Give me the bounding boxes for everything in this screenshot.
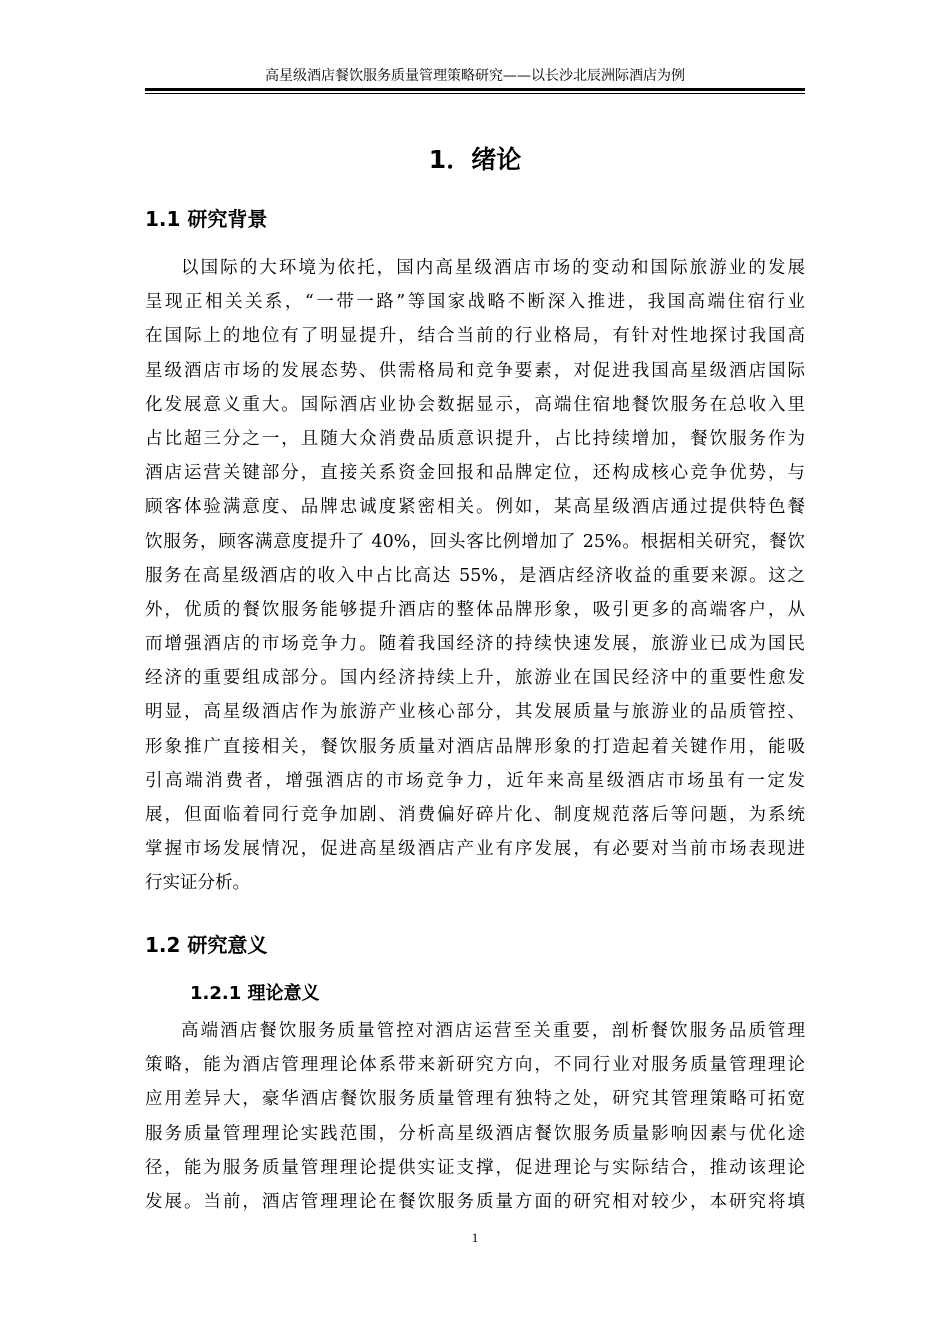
text-line: 应用差异大，豪华酒店餐饮服务质量管理有独特之处，研究其管理策略可拓宽 bbox=[145, 1089, 805, 1110]
text-line: 策略，能为酒店管理理论体系带来新研究方向，不同行业对服务质量管理理论 bbox=[145, 1055, 805, 1076]
text-line: 经济的重要组成部分。国内经济持续上升，旅游业在国民经济中的重要性愈发 bbox=[145, 668, 805, 689]
text-line: 外，优质的餐饮服务能够提升酒店的整体品牌形象，吸引更多的高端客户，从 bbox=[145, 599, 805, 620]
section-heading-background: 1.1 研究背景 bbox=[145, 207, 268, 231]
header-rule-thin bbox=[145, 93, 805, 94]
text-line: 展，但面临着同行竞争加剧、消费偏好碎片化、制度规范落后等问题，为系统 bbox=[145, 805, 805, 825]
text-line: 以国际的大环境为依托，国内高星级酒店市场的变动和国际旅游业的发展 bbox=[181, 258, 805, 278]
text-line: 引高端消费者，增强酒店的市场竞争力，近年来高星级酒店市场虽有一定发 bbox=[145, 770, 805, 791]
subsection-heading-theoretical-significance: 1.2.1 理论意义 bbox=[190, 983, 320, 1004]
text-line: 服务质量管理理论实践范围，分析高星级酒店餐饮服务质量影响因素与优化途 bbox=[145, 1123, 805, 1144]
text-line: 顾客体验满意度、品牌忠诚度紧密相关。例如，某高星级酒店通过提供特色餐 bbox=[145, 497, 805, 518]
text-line: 明显，高星级酒店作为旅游产业核心部分，其发展质量与旅游业的品质管控、 bbox=[145, 702, 805, 723]
text-line: 高端酒店餐饮服务质量管控对酒店运营至关重要，剖析餐饮服务品质管理 bbox=[181, 1021, 805, 1041]
text-line: 径，能为服务质量管理理论提供实证支撑，促进理论与实际结合，推动该理论 bbox=[145, 1157, 805, 1178]
text-line: 形象推广直接相关，餐饮服务质量对酒店品牌形象的打造起着关键作用，能吸 bbox=[145, 736, 805, 757]
header-rule-thick bbox=[145, 88, 805, 91]
text-line: 占比超三分之一，且随大众消费品质意识提升，占比持续增加，餐饮服务作为 bbox=[145, 428, 805, 449]
paragraph-theoretical-significance bbox=[145, 1014, 805, 1219]
text-line: 呈现正相关关系，“一带一路”等国家战略不断深入推进，我国高端住宿行业 bbox=[145, 292, 805, 313]
text-line: 掌握市场发展情况，促进高星级酒店产业有序发展，有必要对当前市场表现进 bbox=[145, 839, 805, 860]
page-number: 1 bbox=[471, 1230, 479, 1245]
text-line: 饮服务，顾客满意度提升了 40%，回头客比例增加了 25%。根据相关研究，餐饮 bbox=[145, 531, 805, 552]
text-line: 在国际上的地位有了明显提升，结合当前的行业格局，有针对性地探讨我国高 bbox=[145, 326, 805, 347]
section-heading-significance: 1.2 研究意义 bbox=[145, 933, 268, 957]
text-line: 发展。当前，酒店管理理论在餐饮服务质量方面的研究相对较少，本研究将填 bbox=[145, 1191, 805, 1212]
chapter-title: 1．绪论 bbox=[428, 145, 522, 174]
text-line: 化发展意义重大。国际酒店业协会数据显示，高端住宿地餐饮服务在总收入里 bbox=[145, 394, 805, 415]
text-line: 行实证分析。 bbox=[145, 873, 250, 894]
text-line: 服务在高星级酒店的收入中占比高达 55%，是酒店经济收益的重要来源。这之 bbox=[145, 565, 805, 586]
text-line: 而增强酒店的市场竞争力。随着我国经济的持续快速发展，旅游业已成为国民 bbox=[145, 634, 805, 655]
text-line: 星级酒店市场的发展态势、供需格局和竞争要素，对促进我国高星级酒店国际 bbox=[145, 360, 805, 381]
running-header: 高星级酒店餐饮服务质量管理策略研究——以长沙北辰洲际酒店为例 bbox=[265, 68, 685, 84]
text-line: 酒店运营关键部分，直接关系资金回报和品牌定位，还构成核心竞争优势，与 bbox=[145, 463, 805, 484]
paragraph-background bbox=[145, 251, 805, 901]
